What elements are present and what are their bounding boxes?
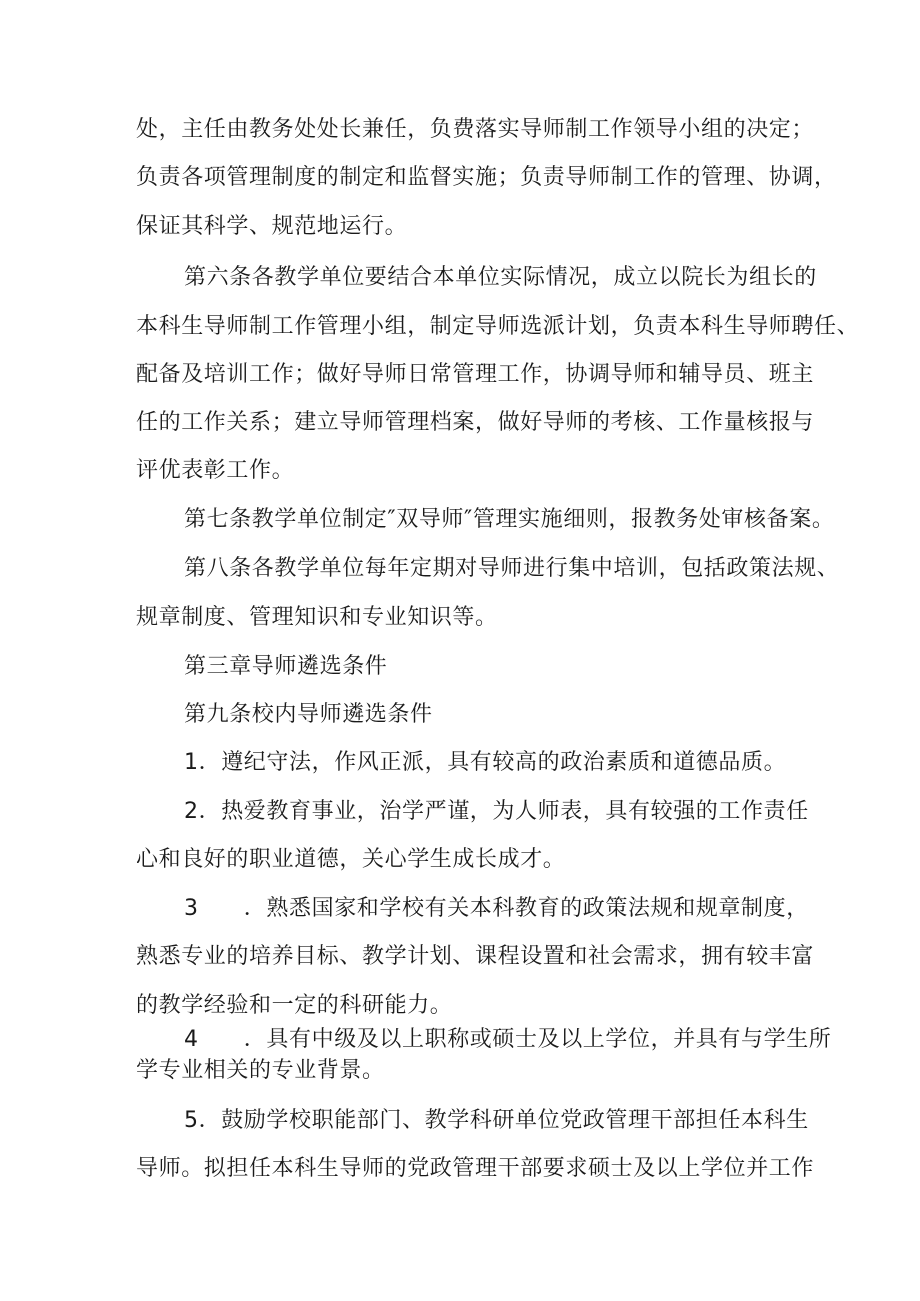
text-line: 学专业相关的专业背景。 xyxy=(136,1058,385,1083)
list-item: 2．热爱教育事业，治学严谨，为人师表，具有较强的工作责任 xyxy=(184,799,809,824)
text-line: 本科生导师制工作管理小组，制定导师选派计划，负责本科生导师聘任、 xyxy=(136,314,860,339)
list-item: 1．遵纪守法，作风正派，具有较高的政治素质和道德品质。 xyxy=(184,750,787,775)
text-line: 的教学经验和一定的科研能力。 xyxy=(136,993,453,1018)
chapter-heading: 第三章导师遴选条件 xyxy=(184,654,388,679)
text-line: 第七条教学单位制定″双导师″管理实施细则，报教务处审核备案。 xyxy=(184,507,835,532)
article-heading: 第九条校内导师遴选条件 xyxy=(184,702,433,727)
list-item: 3 ．熟悉国家和学校有关本科教育的政策法规和规章制度， xyxy=(184,896,809,921)
text-line: 评优表彰工作。 xyxy=(136,458,295,483)
text-line: 负责各项管理制度的制定和监督实施；负责导师制工作的管理、协调， xyxy=(136,165,837,190)
text-line: 配备及培训工作；做好导师日常管理工作，协调导师和辅导员、班主 xyxy=(136,362,815,387)
text-line: 处，主任由教务处处长兼任，负费落实导师制工作领导小组的决定； xyxy=(136,117,815,142)
list-item: 4 ．具有中级及以上职称或硕士及以上学位，并具有与学生所 xyxy=(184,1027,832,1052)
text-line: 心和良好的职业道德，关心学生成长成才。 xyxy=(136,847,566,872)
text-line: 第八条各教学单位每年定期对导师进行集中培训，包括政策法规、 xyxy=(184,556,840,581)
text-line: 导师。拟担任本科生导师的党政管理干部要求硕士及以上学位并工作 xyxy=(136,1156,815,1181)
text-line: 规章制度、管理知识和专业知识等。 xyxy=(136,605,498,630)
text-line: 熟悉专业的培养目标、教学计划、课程设置和社会需求，拥有较丰富 xyxy=(136,944,815,969)
text-line: 任的工作关系；建立导师管理档案，做好导师的考核、工作量核报与 xyxy=(136,410,815,435)
text-line: 保证其科学、规范地运行。 xyxy=(136,214,408,239)
text-line: 第六条各教学单位要结合本单位实际情况，成立以院长为组长的 xyxy=(184,265,817,290)
list-item: 5．鼓励学校职能部门、教学科研单位党政管理干部担任本科生 xyxy=(184,1108,809,1133)
